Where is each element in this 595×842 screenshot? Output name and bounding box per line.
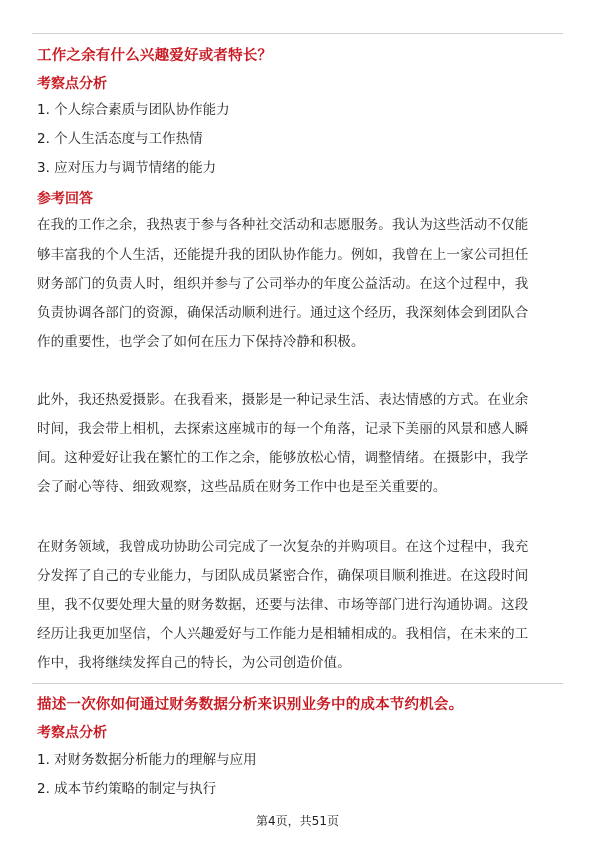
answer-paragraph-1-line: 财务部门的负责人时，组织并参与了公司举办的年度公益活动。在这个过程中，我 [37,276,529,292]
top-divider [32,33,563,34]
answer-paragraph-2-line: 时间，我会带上相机，去探索这座城市的每一个角落，记录下美丽的风景和感人瞬 [37,421,529,437]
question-1-analysis-heading: 考察点分析 [37,76,107,92]
question-1-analysis-item: 3. 应对压力与调节情绪的能力 [37,160,217,176]
answer-paragraph-2-line: 此外，我还热爱摄影。在我看来，摄影是一种记录生活、表达情感的方式。在业余 [37,392,529,408]
section-divider [32,683,563,684]
page-number-footer: 第4页，共51页 [256,814,339,828]
question-1-title: 工作之余有什么兴趣爱好或者特长？ [37,48,273,64]
question-2-title: 描述一次你如何通过财务数据分析来识别业务中的成本节约机会。 [37,697,464,713]
answer-paragraph-2-line: 间。这种爱好让我在繁忙的工作之余，能够放松心情，调整情绪。在摄影中，我学 [37,450,529,466]
answer-paragraph-2-line: 会了耐心等待、细致观察，这些品质在财务工作中也是至关重要的。 [37,479,447,495]
question-2-analysis-heading: 考察点分析 [37,725,107,741]
answer-paragraph-1-line: 负责协调各部门的资源，确保活动顺利进行。通过这个经历，我深刻体会到团队合 [37,305,529,321]
question-1-answer-heading: 参考回答 [37,191,93,207]
question-2-analysis-item: 2. 成本节约策略的制定与执行 [37,781,217,797]
question-2-analysis-item: 1. 对财务数据分析能力的理解与应用 [37,752,257,768]
answer-paragraph-1-line: 在我的工作之余，我热衷于参与各种社交活动和志愿服务。我认为这些活动不仅能 [37,217,529,233]
answer-paragraph-3-line: 经历让我更加坚信，个人兴趣爱好与工作能力是相辅相成的。我相信，在未来的工 [37,626,529,642]
answer-paragraph-3-line: 在财务领域，我曾成功协助公司完成了一次复杂的并购项目。在这个过程中，我充 [37,539,529,555]
answer-paragraph-3-line: 作中，我将继续发挥自己的特长，为公司创造价值。 [37,655,351,671]
question-1-analysis-item: 2. 个人生活态度与工作热情 [37,131,203,147]
answer-paragraph-3-line: 里，我不仅要处理大量的财务数据，还要与法律、市场等部门进行沟通协调。这段 [37,597,529,613]
answer-paragraph-3-line: 分发挥了自己的专业能力，与团队成员紧密合作，确保项目顺利推进。在这段时间 [37,568,529,584]
answer-paragraph-1-line: 够丰富我的个人生活，还能提升我的团队协作能力。例如，我曾在上一家公司担任 [37,247,529,263]
answer-paragraph-1-line: 作的重要性，也学会了如何在压力下保持冷静和积极。 [37,334,365,350]
question-1-analysis-item: 1. 个人综合素质与团队协作能力 [37,102,230,118]
